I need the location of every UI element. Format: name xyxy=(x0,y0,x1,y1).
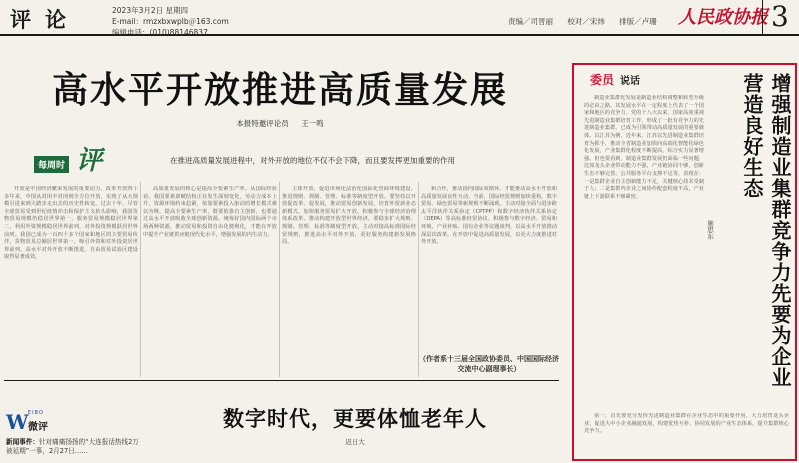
header-info xyxy=(112,5,229,38)
column-text: 主体开放，促进市场化法治化国际化营商环境建设，推进规则、规制、管理、标准等制度型开放。要坚持以开放促改革、促发展，推动贸易创新发展，培育外贸新业态新模式，加快服务贸易扩大开放。积极参与全球经济治理体系改革，推动构建开放型世界经济。要稳步扩大规则、规制、管理、标准等制度型开放，主动对接高标准国际经贸规则，推进高水平对外开放，更好服务构建新发展格局。 xyxy=(282,186,416,246)
article-column-3 xyxy=(282,186,416,376)
weibo-en-label: EIBO xyxy=(28,410,44,416)
weibo-comment-box xyxy=(4,410,144,463)
main-byline xyxy=(0,118,560,129)
article-column-2 xyxy=(143,186,277,376)
column-label: 委员 xyxy=(590,73,615,87)
column-divider xyxy=(140,182,141,377)
badge-glyph: 评 xyxy=(76,146,103,176)
section-name: 评论 xyxy=(10,7,80,32)
weibo-news xyxy=(6,438,144,456)
email-contact[interactable]: E-mail：rmzxbxwplb＠163.com xyxy=(112,17,229,26)
right-author: 施思东 xyxy=(706,220,714,240)
badge-label: 每周时 xyxy=(34,156,69,173)
author-note: （作者系十三届全国政协委员、中国国际经济交流中心副理事长） xyxy=(419,355,559,373)
column-label-2: 说话 xyxy=(620,76,641,87)
weibo-icon: W xyxy=(6,410,29,434)
credit-layout: 排版／卢珊 xyxy=(619,17,657,26)
right-headline[interactable]: 增强制造业集群竞争力先要为企业营造良好生态 xyxy=(740,73,792,388)
weekly-review-badge xyxy=(34,140,104,176)
byline-role: 本报特邀评论员 xyxy=(236,119,289,128)
right-article-body-bottom xyxy=(584,413,789,461)
news-label: 新闻事件： xyxy=(6,438,39,446)
byline-name: 王一鸣 xyxy=(301,119,324,128)
phone-contact: 编辑电话：(010)88146837 xyxy=(112,28,208,37)
main-lede: 在推进高质量发展进程中，对外开放的地位不仅不会下降，而且要发挥更加重要的作用 xyxy=(170,156,455,165)
newspaper-masthead: 人民政协报 xyxy=(678,7,768,28)
column-text: 和合作，推动国内国际双循环，才能推动高水平开放和高质量发展良性互动。当前，国际经贸规则加快重构，数字贸易、绿色贸易等新规则不断涌现。主动对接全面与进步跨太平洋伙伴关系协定（CPTPP）和数字经济伙伴关系协定（DEPA）等高标准经贸协议，积极参与数字经济、贸易和环境、产业补贴、国有企业等议题谈判，以高水平开放推动深层次改革，在开放中促进高质量发展，以更大力度推进对外开放。 xyxy=(421,186,557,246)
article-column-1 xyxy=(4,186,138,376)
article-column-4 xyxy=(421,186,557,316)
page-header xyxy=(0,0,799,36)
editor-credits xyxy=(508,16,669,27)
news-text: 针对痛痛扬扬的“大连报话热线2万被延期”一事，2月27日…… xyxy=(6,438,139,455)
credit-proofreader: 校对／宋炜 xyxy=(567,17,605,26)
issue-date: 2023年3月2日 星期四 xyxy=(112,6,189,15)
secondary-headline[interactable]: 数字时代，更要体恤老年人 xyxy=(223,407,487,431)
column-text: 第一，首先要充分发挥先进制造业集群在企业生态中的重要作用，大力培育龙头企业，促进大中小企业融通发展，构建优势互补、协同发展的产业生态体系，提升集群核心竞争力。 xyxy=(584,413,789,435)
right-article-body xyxy=(584,95,704,425)
main-headline[interactable]: 高水平开放推进高质量发展 xyxy=(51,70,508,111)
member-opinion-box xyxy=(572,63,797,461)
column-divider xyxy=(418,182,419,377)
section-divider xyxy=(4,380,559,381)
member-column-logo xyxy=(590,71,640,88)
secondary-byline: 迟日大 xyxy=(345,438,365,446)
page-number: 3 xyxy=(762,0,789,34)
credit-editor: 责编／司晋丽 xyxy=(508,17,553,26)
column-text: 制造业集群化发展是制造业结构调整和转型升级的必由之路，其发展水平在一定程度上代表了一个国家和地区的竞争力。党的十八大以来，国家高度重视先进制造业集群培育工作，形成了一批有竞争力的先进制造业集群，已成为引领带动高质量发展的重要载体。以江苏为例，近年来，江苏以先进制造业集群培育为抓手，推动全省制造业加快向高端化智能化绿色化发展，产业集群化程度不断提高，综合实力显著增强。但也要看到，制造业集群发展仍面临一些问题，比如龙头企业带动能力不强，产业链协同不够，创新生态不够完善，公共服务平台支撑不足等。表现在：一是集群企业自主创新能力不足，关键核心技术受制于人；二是集群内企业之间协作配套程度不高，产业链上下游联系不够紧密。 xyxy=(584,95,704,200)
column-text: 开放是中国经济繁荣发展的重要动力。改革开放四十多年来，中国从封闭半封闭到全方位开放，实现了从大规模引进来到大踏步走出去的历史性转变。过去十年，尽管全球贸易受到世纪疫情冲击和保护主义抬头影响，我国货物贸易规模仍稳居世界第一，服务贸易规模稳居世界第二，利用外资规模稳居世界前列，对外投资规模跃居世界前列。我国已成为一百四十多个国家和地区的主要贸易伙伴，货物贸易总额居世界第一，吸引外资和对外投资居世界前列。高水平对外开放不断推进，自由贸易试验区建设取得显著成效。 xyxy=(4,186,138,261)
column-divider xyxy=(279,182,280,377)
weibo-label: 微评 xyxy=(28,422,48,433)
column-text: 高质量发展的核心是提高全要素生产率。从国际经验看，我国要素禀赋结构正在发生深刻变化，劳动力成本上升，资源环境约束趋紧，依靠要素投入驱动的增长模式难以为继。提高全要素生产率，既要依靠自主创新，也要通过高水平开放吸收全球创新资源。统筹好国内国际两个市场两种资源，推动贸易和投资自由化便利化，才能在开放中提升产业链供应链现代化水平，增强发展的内生动力。 xyxy=(143,186,277,238)
